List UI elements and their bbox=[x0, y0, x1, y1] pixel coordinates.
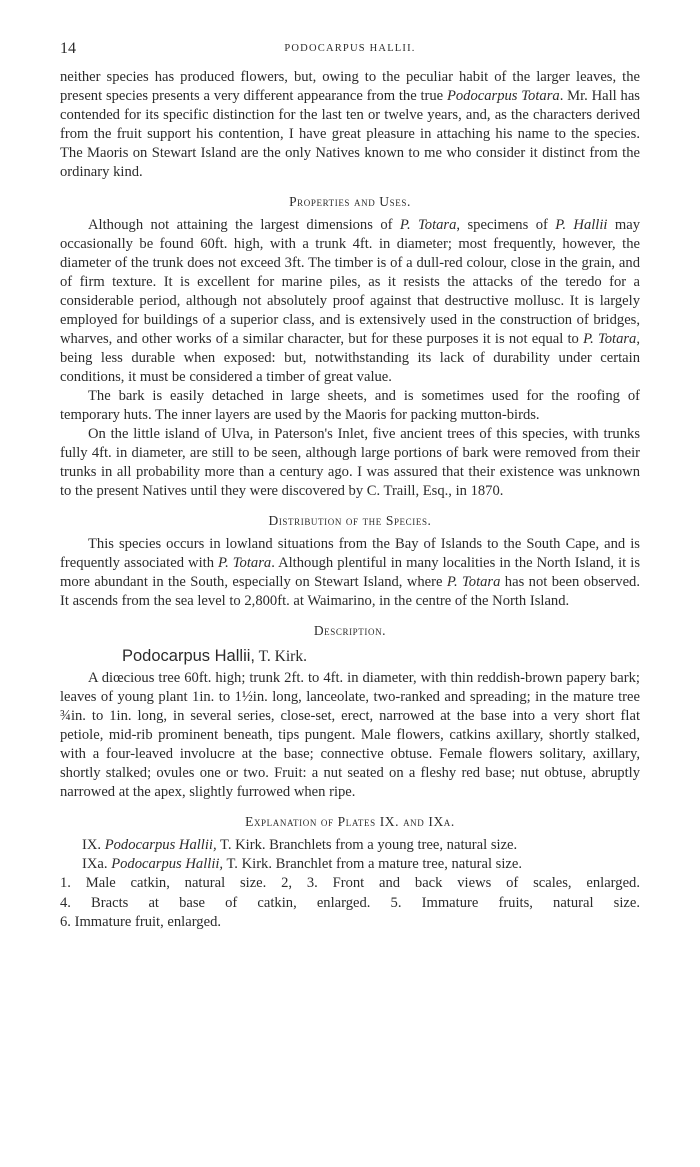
plate-ix-line bbox=[60, 836, 640, 855]
description-paragraph: A diœcious tree 60ft. high; trunk 2ft. to 4ft. in diameter, with thin reddish-brown papery bark; leaves of young plant 1in. to 1½in. long, lanceolate, two-ranked and spreading; in the mature tree ¾in. to 1in. long, in several series, close-set, erect, narrowed at the base into a very short flat petiole, mid-rib prominent beneath, tips pungent. Male flowers, catkins axillary, shortly stalked, with a four-leaved involucre at the base; connective obtuse. Female flowers solitary, axillary, shortly stalked; ovules one or two. Fruit: a nut seated on a fleshy red base; nut obtuse, abruptly narrowed at the apex, slightly furrowed when ripe. bbox=[60, 670, 640, 800]
taxon-name: P. Totara bbox=[218, 555, 272, 571]
properties-paragraph-1: Although not attaining the largest dimensions of P. Totara, specimens of P. Hallii may occasionally be found 60ft. high, with a trunk 4ft. in diameter; most frequently, however, the diameter of the trunk does not exceed 3ft. The timber is of a dull-red colour, close in the grain, and of firm texture. It is excellent for marine piles, as it resists the attacks of the teredo for a considerable period, although not absolutely proof against that destructive mollusc. It is largely employed for buildings of a superior class, and is extensively used in the construction of bridges, wharves, and other works of a similar character, but for these purposes it is not equal to P. Totara, being less durable when exposed: but, notwithstanding its lack of durability under certain conditions, it must be considered a timber of great value. bbox=[60, 217, 641, 385]
document-page bbox=[60, 40, 640, 933]
taxon-name: P. Totara bbox=[583, 331, 637, 347]
species-binomial: Podocarpus Hallii, bbox=[122, 647, 255, 665]
heading-description: Description. bbox=[313, 623, 387, 638]
taxon-name: P. Hallii bbox=[555, 217, 608, 233]
running-title: PODOCARPUS HALLII. bbox=[284, 43, 416, 54]
plate-ixa-line bbox=[60, 855, 640, 874]
plate-ix-label: IX. bbox=[82, 837, 102, 853]
taxon-name: Podocarpus Totara bbox=[446, 88, 560, 104]
running-head bbox=[60, 40, 640, 62]
plate-ixa-name: Podocarpus Hallii, bbox=[111, 856, 224, 872]
distribution-paragraph: This species occurs in lowland situations from the Bay of Islands to the South Cape, and is frequently associated with P. Totara. Although plentiful in many localities in the North Island, it is more abundant in the South, especially on Stewart Island, where P. Totara has not been observed. It ascends from the sea level to 2,800ft. at Waimarino, in the centre of the North Island. bbox=[60, 536, 641, 609]
plate-ixa-label: IXa. bbox=[82, 856, 108, 872]
plate-ixa-text: T. Kirk. Branchlet from a mature tree, natural size. bbox=[226, 856, 522, 872]
heading-distribution: Distribution of the Species. bbox=[268, 513, 432, 528]
taxon-name: P. Totara bbox=[399, 217, 457, 233]
heading-properties: Properties and Uses. bbox=[289, 194, 411, 209]
intro-paragraph: neither species has produced flowers, but, owing to the peculiar habit of the larger leaves, the present species presents a very different appearance from the true Podocarpus Totara. Mr. Hall has contended for its specific distinction for the last ten or twelve years, and, as the characters derived from the fruit support his contention, I have great pleasure in attaching his name to the species. The Maoris on Stewart Island are the only Natives known to me who consider it distinct from the ordinary kind. bbox=[60, 69, 640, 180]
figure-key-line-2: 4. Bracts at base of catkin, enlarged. 5. Immature fruits, natural size. bbox=[60, 894, 640, 911]
plate-ix-text: T. Kirk. Branchlets from a young tree, natural size. bbox=[220, 837, 518, 853]
heading-explanation: Explanation of Plates IX. and IXa. bbox=[245, 814, 455, 829]
figure-key-line-1: 1. Male catkin, natural size. 2, 3. Front and back views of scales, enlarged. bbox=[60, 875, 640, 891]
species-author: T. Kirk. bbox=[258, 648, 307, 665]
properties-paragraph-3: On the little island of Ulva, in Paterson's Inlet, five ancient trees of this species, with trunks fully 4ft. in diameter, are still to be seen, although large portions of bark were removed from their trunks in all probability more than a century ago. I was assured that their existence was unknown to the present Natives until they were discovered by C. Traill, Esq., in 1870. bbox=[60, 426, 640, 499]
plate-ix-name: Podocarpus Hallii, bbox=[104, 837, 217, 853]
page-number: 14 bbox=[60, 40, 76, 57]
taxon-name: P. Totara bbox=[446, 574, 501, 590]
properties-paragraph-2: The bark is easily detached in large sheets, and is sometimes used for the roofing of temporary huts. The inner layers are used by the Maoris for packing mutton-birds. bbox=[60, 388, 640, 423]
species-name bbox=[60, 645, 640, 668]
figure-key-line-3: 6. Immature fruit, enlarged. bbox=[60, 914, 222, 930]
